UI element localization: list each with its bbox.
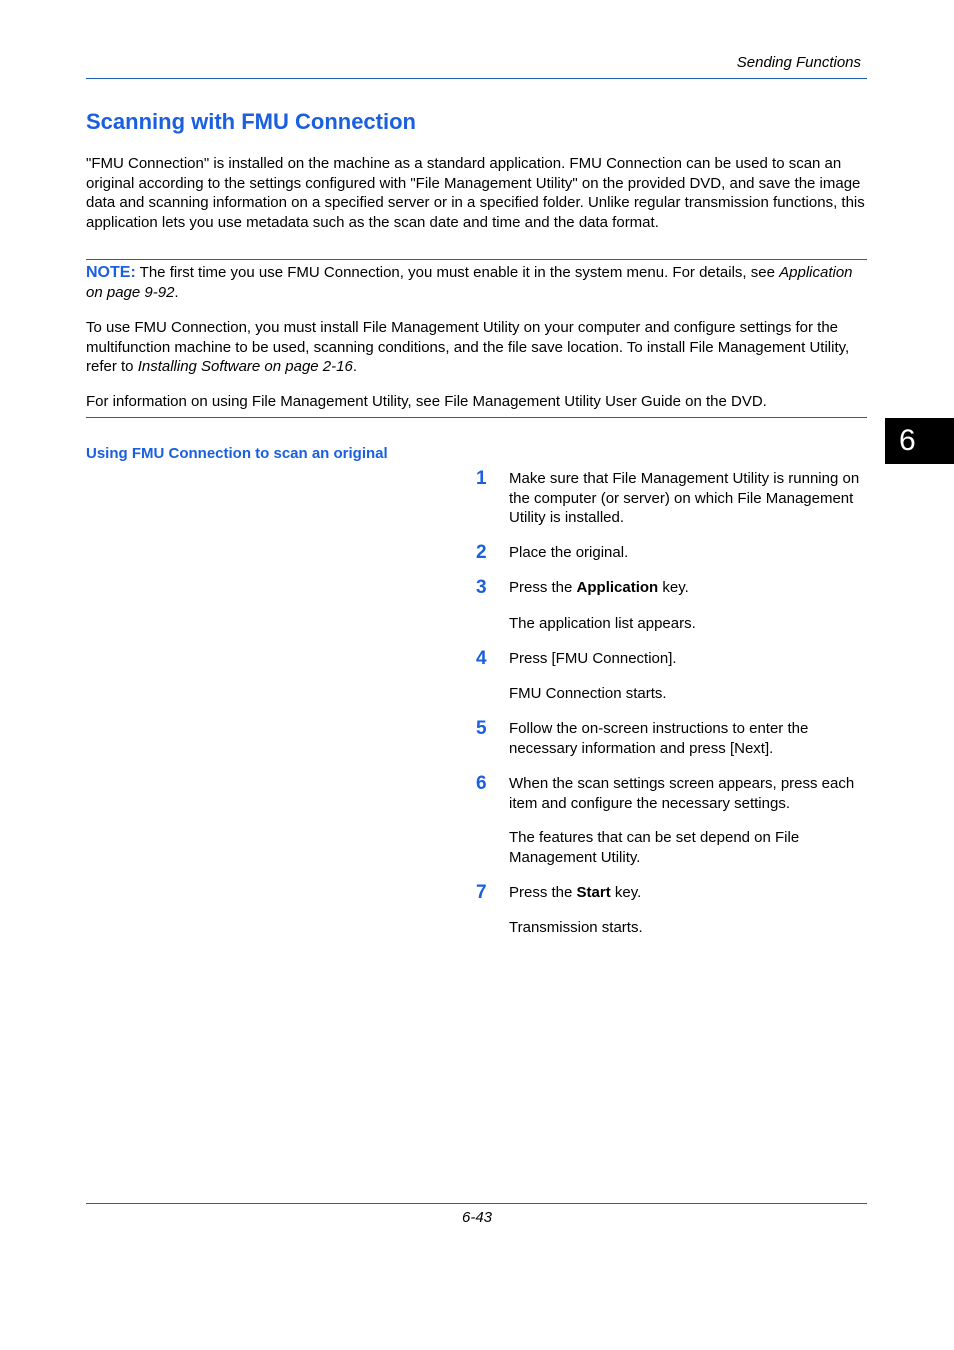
step-text-pre: Press the <box>509 579 577 596</box>
intro-paragraph: "FMU Connection" is installed on the machine as a standard application. FMU Connection can be used to scan an original according to the settings configured with "File Management Utility" on the provided DVD, and save the image data and scanning information on a specified server or in a specified folder. Unlike regular transmission functions, this application lets you use metadata such as the scan date and time and the data format. <box>86 155 865 231</box>
step-number: 1 <box>476 468 487 489</box>
step-result: Transmission starts. <box>509 919 643 936</box>
application-key-label: Application <box>576 579 659 596</box>
step-text <box>509 578 867 598</box>
step-text: Make sure that File Management Utility is running on the computer (or server) on which File Management Utility is installed. <box>509 470 860 526</box>
header-rule <box>86 78 867 79</box>
install-text: To use FMU Connection, you must install File Management Utility on your computer and configure settings for the multifunction machine to be used, scanning conditions, and the file save location. To install File Management Utility, refer to <box>86 319 850 375</box>
step-result: FMU Connection starts. <box>509 685 667 702</box>
note-reference: Application on page 9-92 <box>86 264 853 301</box>
step-number: 6 <box>476 773 487 794</box>
note-bottom-rule <box>86 417 867 418</box>
install-reference: Installing Software on page 2-16 <box>137 358 353 375</box>
procedure-heading: Using FMU Connection to scan an original <box>86 445 388 462</box>
install-end: . <box>352 358 358 375</box>
step-result: The application list appears. <box>509 615 696 632</box>
note-text: The first time you use FMU Connection, you must enable it in the system menu. For details, see <box>135 264 780 281</box>
footer-rule <box>86 1203 867 1204</box>
page-number: 6-43 <box>461 1209 493 1226</box>
info-paragraph: For information on using File Management Utility, see File Management Utility User Guide on the DVD. <box>86 393 767 410</box>
step-number: 3 <box>476 577 487 598</box>
step-text: Place the original. <box>509 544 629 561</box>
step-number: 5 <box>476 718 487 739</box>
note-top-rule <box>86 259 867 260</box>
note-label: NOTE: <box>86 264 136 281</box>
step-number: 4 <box>476 648 487 669</box>
step-text-pre: Press the <box>509 884 577 901</box>
install-paragraph <box>86 318 867 377</box>
note-block <box>86 263 867 302</box>
running-header: Sending Functions <box>736 54 861 71</box>
step-number: 7 <box>476 882 487 903</box>
step-text: Follow the on-screen instructions to enter the necessary information and press [Next]. <box>509 720 809 757</box>
chapter-tab <box>885 418 954 464</box>
step-text: Press [FMU Connection]. <box>509 650 677 667</box>
page-title: Scanning with FMU Connection <box>86 109 416 134</box>
step-result: The features that can be set depend on File Management Utility. <box>509 829 800 866</box>
note-end: . <box>174 283 179 301</box>
step-text-post: key. <box>610 884 642 901</box>
chapter-number: 6 <box>899 424 916 457</box>
step-text <box>509 883 867 903</box>
step-number: 2 <box>476 542 487 563</box>
step-text: When the scan settings screen appears, press each item and configure the necessary settings. <box>509 775 855 812</box>
start-key-label: Start <box>576 884 611 901</box>
step-text-post: key. <box>658 579 689 596</box>
